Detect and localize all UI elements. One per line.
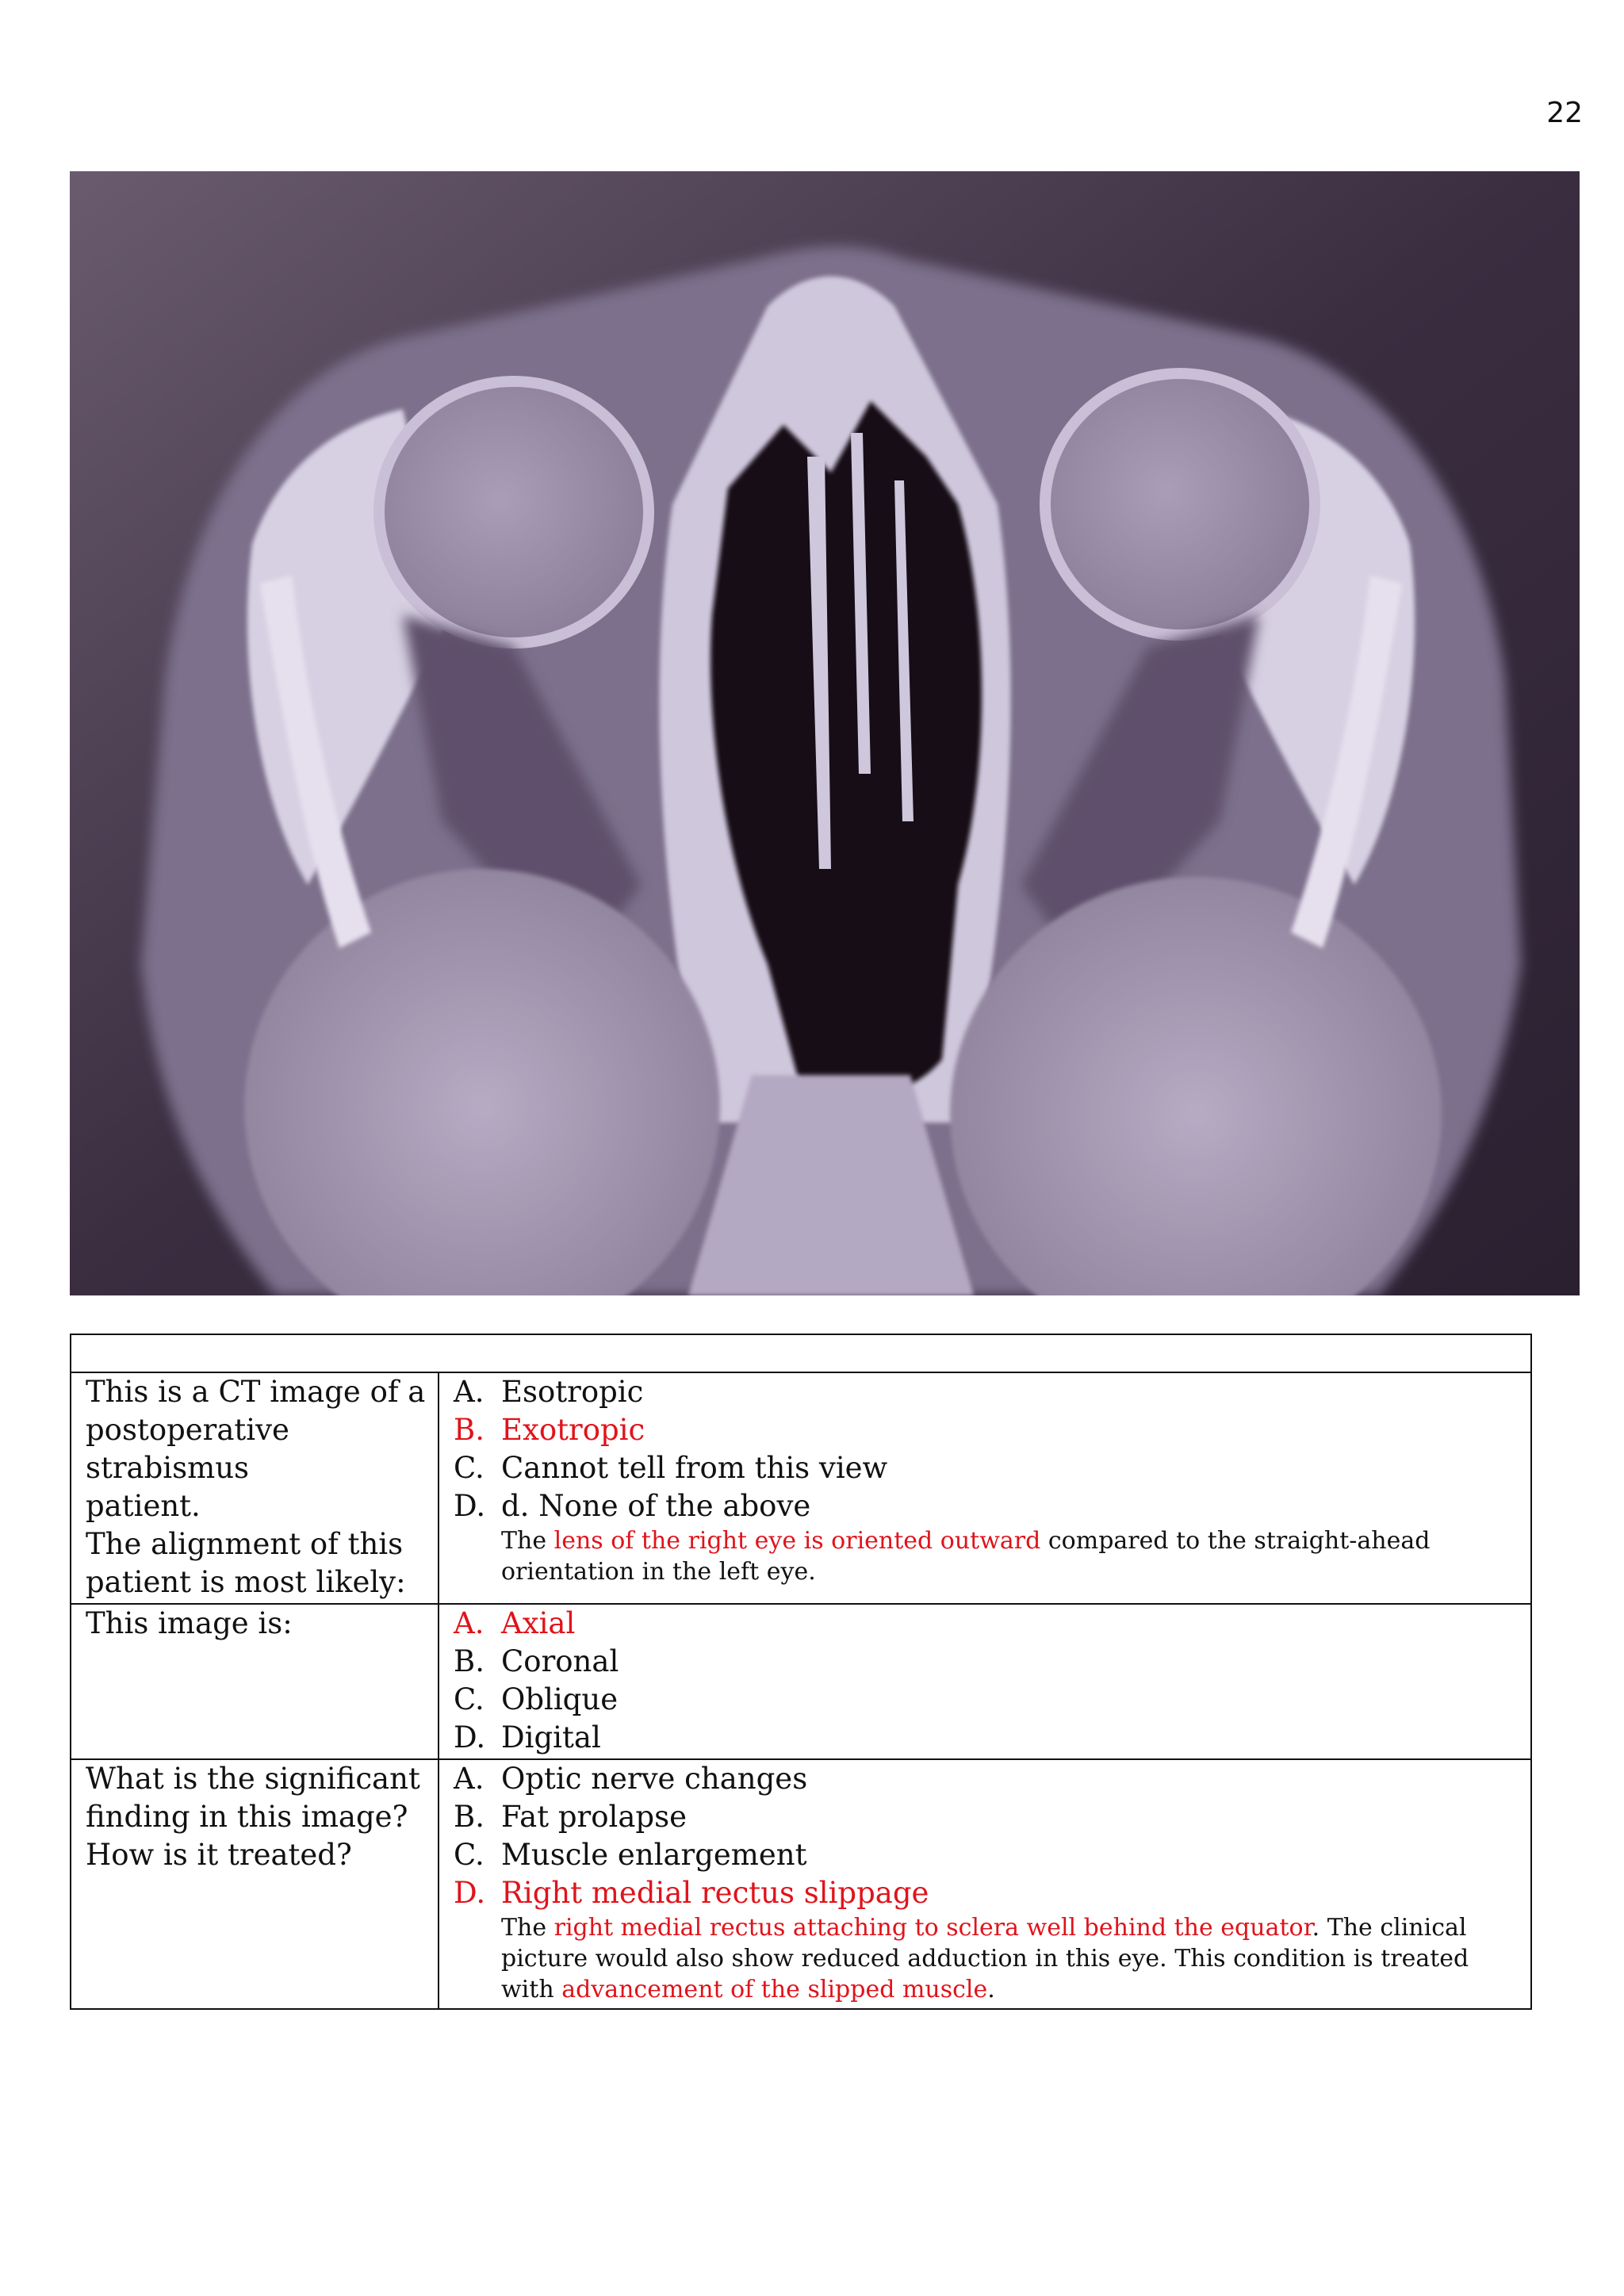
explanation-note: The right medial rectus attaching to sclera well behind the equator. The clinical picture would also show reduced adduction in this eye. This condition is treated with advancement of the slipped muscle. (501, 1914, 1469, 2003)
question-line: This is a CT image of a (86, 1375, 426, 1409)
option-c: C. Cannot tell from this view (454, 1451, 888, 1485)
question-line: postoperative strabismus (86, 1413, 289, 1485)
question-row-3 (71, 1759, 1531, 2009)
option-b: B. Fat prolapse (454, 1800, 687, 1834)
question-line: This image is: (86, 1606, 293, 1640)
question-line: How is it treated? (86, 1838, 352, 1872)
question-line: The alignment of this (86, 1527, 404, 1561)
option-c: C. Muscle enlargement (454, 1838, 807, 1872)
option-d: D. Digital (454, 1720, 601, 1755)
option-a-correct: A. Axial (454, 1606, 576, 1640)
question-line: patient is most likely: (86, 1565, 406, 1599)
table-header-row (71, 1334, 1531, 1372)
question-line: What is the significant (86, 1762, 420, 1796)
option-d: D. d. None of the above (454, 1489, 811, 1523)
question-cell (71, 1759, 439, 2009)
question-table (70, 1334, 1532, 2010)
option-b: B. Coronal (454, 1644, 619, 1678)
answer-cell (439, 1759, 1531, 2009)
explanation-note: The lens of the right eye is oriented outward compared to the straight-ahead orientation in the left eye. (501, 1527, 1431, 1586)
answer-cell (439, 1604, 1531, 1759)
answer-cell (439, 1372, 1531, 1604)
option-a: A. Optic nerve changes (454, 1762, 808, 1796)
question-line: patient. (86, 1489, 201, 1523)
question-cell (71, 1604, 439, 1759)
question-row-2 (71, 1604, 1531, 1759)
question-row-1 (71, 1372, 1531, 1604)
option-a: A. Esotropic (454, 1375, 644, 1409)
ct-image-figure (70, 171, 1580, 1295)
option-b-correct: B. Exotropic (454, 1413, 645, 1447)
question-line: finding in this image? (86, 1800, 408, 1834)
question-cell (71, 1372, 439, 1604)
option-c: C. Oblique (454, 1682, 619, 1716)
axial-ct-orbits-image (70, 171, 1580, 1295)
page-number: 22 (1546, 97, 1583, 129)
option-d-correct: D. Right medial rectus slippage (454, 1876, 929, 1910)
